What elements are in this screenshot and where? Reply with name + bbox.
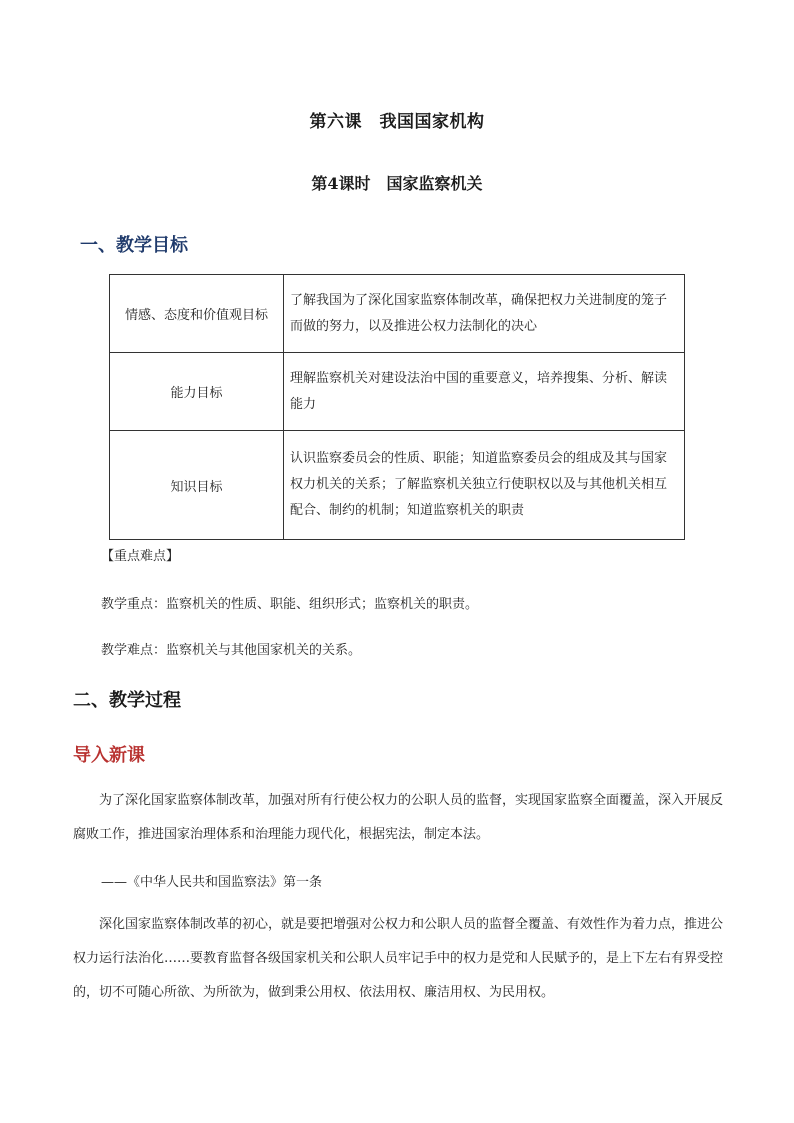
teaching-key-point: 教学重点：监察机关的性质、职能、组织形式；监察机关的职责。 bbox=[101, 597, 479, 612]
section-heading-process: 二、教学过程 bbox=[73, 690, 181, 711]
goal-text: 认识监察委员会的性质、职能；知道监察委员会的组成及其与国家权力机关的关系；了解监察机关独立行使职权以及与其他机关相互配合、制约的机制；知道监察机关的职责 bbox=[284, 431, 685, 540]
lesson-title: 第六课 我国国家机构 bbox=[309, 112, 485, 132]
lesson-subtitle: 第4课时 国家监察机关 bbox=[311, 174, 483, 193]
goal-label: 能力目标 bbox=[110, 353, 284, 431]
table-row bbox=[110, 431, 685, 540]
quote-source: ——《中华人民共和国监察法》第一条 bbox=[101, 875, 323, 890]
teaching-difficult-point: 教学难点：监察机关与其他国家机关的关系。 bbox=[101, 643, 362, 658]
intro-paragraph: 深化国家监察体制改革的初心，就是要把增强对公权力和公职人员的监督全覆盖、有效性作为着力点，推进公权力运行法治化……要教育监督各级国家机关和公职人员牢记手中的权力是党和人民赋予的，是上下左右有界受控的，切不可随心所欲、为所欲为，做到秉公用权、依法用权、廉洁用权、为民用权。 bbox=[73, 917, 724, 1000]
goals-table bbox=[109, 274, 685, 540]
goal-text: 了解我国为了深化国家监察体制改革，确保把权力关进制度的笼子而做的努力，以及推进公权力法制化的决心 bbox=[284, 275, 685, 353]
goal-label: 情感、态度和价值观目标 bbox=[110, 275, 284, 353]
section-heading-goals: 一、教学目标 bbox=[80, 235, 188, 256]
law-quote: 为了深化国家监察体制改革，加强对所有行使公权力的公职人员的监督，实现国家监察全面覆盖，深入开展反腐败工作，推进国家治理体系和治理能力现代化，根据宪法，制定本法。 bbox=[73, 793, 724, 842]
table-row bbox=[110, 353, 685, 431]
goal-text: 理解监察机关对建设法治中国的重要意义，培养搜集、分析、解读能力 bbox=[284, 353, 685, 431]
key-difficult-heading: 【重点难点】 bbox=[101, 549, 180, 564]
intro-heading: 导入新课 bbox=[73, 745, 145, 766]
table-row bbox=[110, 275, 685, 353]
goal-label: 知识目标 bbox=[110, 431, 284, 540]
